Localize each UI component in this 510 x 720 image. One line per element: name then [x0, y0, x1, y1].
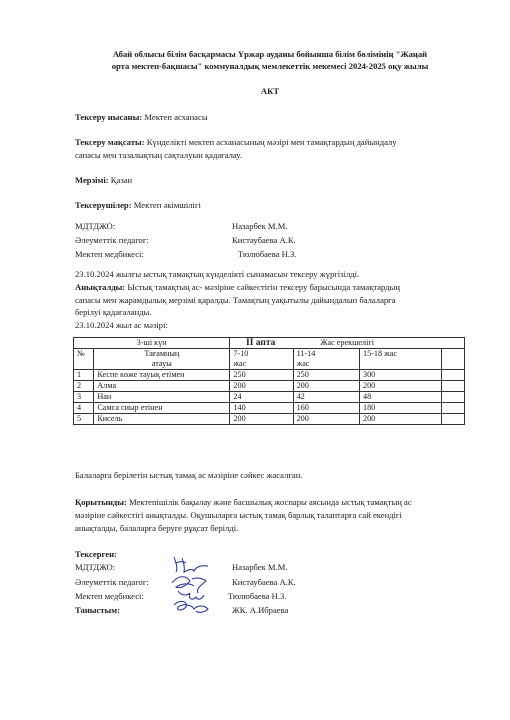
row-number: 2 [74, 381, 94, 392]
signer-name: Тюлюбаева Н.З. [228, 591, 287, 601]
row-empty-cell [442, 414, 465, 425]
table-row [74, 403, 465, 414]
row-empty-cell [442, 381, 465, 392]
member-role: Мектеп медбикесі: [75, 249, 144, 259]
inspectors-value: Мектеп әкімшілігі [131, 200, 201, 210]
row-value-age-3: 300 [359, 370, 441, 381]
table-col-age-1 [230, 349, 293, 370]
table-col-name-line-1: Тағамның [144, 349, 180, 358]
table-header-row [74, 349, 465, 370]
table-col-age-2-line-2: жас [296, 359, 310, 368]
week-heading: II апта [246, 338, 276, 348]
member-name: Тюлюбаева Н.З. [238, 249, 297, 259]
table-header-row [74, 338, 465, 349]
signer-role: Мектеп медбикесі: [75, 591, 144, 601]
row-value-age-1: 200 [230, 381, 293, 392]
signer-role: Әлеуметтік педагог: [75, 577, 149, 587]
acquainted-label: Таныстым: [75, 605, 120, 615]
row-dish: Нан [94, 392, 230, 403]
intro-line-1: 23.10.2024 жылғы ыстық тамақтың күнделікті сынамасын тексеру жүргізілді. [75, 269, 360, 279]
table-row [74, 414, 465, 425]
table-row [74, 370, 465, 381]
after-table-note: Балаларға берілетін ыстық тамақ ас мәзіріне сәйкес жасалған. [75, 470, 303, 480]
row-value-age-2: 42 [293, 392, 359, 403]
row-empty-cell [442, 392, 465, 403]
table-col-name [94, 349, 230, 370]
table-col-age-3: 15-18 жас [359, 349, 441, 370]
conclusion-line-1 [75, 497, 412, 508]
intro-line-4: берілуі қадағаланды. [75, 307, 152, 317]
table-row [74, 392, 465, 403]
member-name: Назарбек М.М. [232, 221, 288, 231]
intro-line-3: сапасы мен жарамдылық мерзімі қаралды. Тамақтың уақытылы дайындалып балаларға [75, 295, 396, 305]
acquainted-name: ЖК. А.Ибраева [232, 605, 289, 615]
member-role: МДТДЖО: [75, 221, 116, 231]
row-number: 1 [74, 370, 94, 381]
inspection-purpose [75, 137, 397, 148]
row-dish: Кеспе көже тауық етімен [94, 370, 230, 381]
row-number: 3 [74, 392, 94, 403]
inspection-term [75, 175, 132, 186]
row-number: 4 [74, 403, 94, 414]
table-col-age-2 [293, 349, 359, 370]
inspection-purpose-label: Тексеру мақсаты: [75, 137, 145, 147]
row-value-age-3: 200 [359, 414, 441, 425]
row-value-age-1: 140 [230, 403, 293, 414]
table-col-name-line-2: атауы [151, 359, 172, 368]
table-age-header: Жас ерекшелігі [230, 338, 465, 349]
signer-role: МДТДЖО: [75, 562, 116, 572]
document-title: АКТ [260, 86, 280, 96]
row-value-age-3: 48 [359, 392, 441, 403]
row-value-age-3: 200 [359, 381, 441, 392]
row-value-age-2: 250 [293, 370, 359, 381]
row-value-age-2: 200 [293, 414, 359, 425]
row-value-age-1: 200 [230, 414, 293, 425]
row-number: 5 [74, 414, 94, 425]
handwritten-signatures-icon [168, 553, 218, 618]
table-col-age-2-line-1: 11-14 [296, 349, 316, 358]
row-value-age-1: 250 [230, 370, 293, 381]
menu-table [73, 337, 465, 425]
table-day-header: 3-ші күн [74, 338, 230, 349]
inspection-purpose-line-2: сапасы мен тазалықтың сақталуын қадағалау. [75, 150, 242, 160]
row-empty-cell [442, 370, 465, 381]
inspection-term-value: Қазан [108, 175, 133, 185]
inspection-object [75, 112, 208, 123]
inspection-term-label: Мерзімі: [75, 175, 109, 185]
inspection-object-label: Тексеру нысаны: [75, 112, 143, 122]
signer-name: Кистаубаева А.К. [232, 577, 296, 587]
conclusion-label: Қорытынды: [75, 497, 127, 507]
member-name: Кистаубаева А.К. [232, 235, 296, 245]
analysis-label: Анықталды: [75, 282, 126, 292]
row-empty-cell [442, 403, 465, 414]
signers-label: Тексерген: [75, 549, 117, 559]
table-empty-col [442, 349, 465, 370]
inspection-purpose-value: Күнделікті мектеп асханасының мәзірі мен тамақтардың дайындалу [144, 137, 397, 147]
intro-line-5: 23.10.2024 жыл ас мәзірі: [75, 320, 168, 330]
header-line-2: орта мектеп-бақшасы" коммуналдық мемлекеттік мекемесі 2024-2025 оқу жылы [111, 61, 429, 71]
signer-name: Назарбек М.М. [232, 562, 288, 572]
row-dish: Алма [94, 381, 230, 392]
row-dish: Кисель [94, 414, 230, 425]
table-col-age-1-line-2: жас [233, 359, 247, 368]
inspection-object-value: Мектеп асханасы [142, 112, 208, 122]
row-value-age-2: 200 [293, 381, 359, 392]
table-col-age-1-line-1: 7-10 [233, 349, 249, 358]
row-value-age-2: 160 [293, 403, 359, 414]
inspectors [75, 200, 201, 211]
header-line-1: Абай облысы білім басқармасы Үржар ауданы бойынша білім бөлімінің "Жаңай [112, 49, 428, 59]
row-value-age-3: 180 [359, 403, 441, 414]
analysis-text: Ыстық тамақтың ас- мәзіріне сәйкестігін тексеру барысында тамақтардың [125, 282, 400, 292]
member-role: Әлеуметтік педагог: [75, 235, 149, 245]
conclusion-line-2: мәзіріне сәйкестігі анықталды. Оқушыларға ыстық тамақ барлық талаптарға сай екендігі [75, 510, 402, 520]
conclusion-text: Мектепішілік бақылау және басшылық жоспары аясында ыстық тамақтың ас [126, 497, 412, 507]
table-row [74, 381, 465, 392]
row-dish: Самса сиыр етінен [94, 403, 230, 414]
analysis-line [75, 282, 400, 293]
conclusion-line-3: анықталды, балаларға беруге рұқсат берілді. [75, 523, 239, 533]
table-col-no: № [74, 349, 94, 370]
inspectors-label: Тексерушілер: [75, 200, 132, 210]
row-value-age-1: 24 [230, 392, 293, 403]
